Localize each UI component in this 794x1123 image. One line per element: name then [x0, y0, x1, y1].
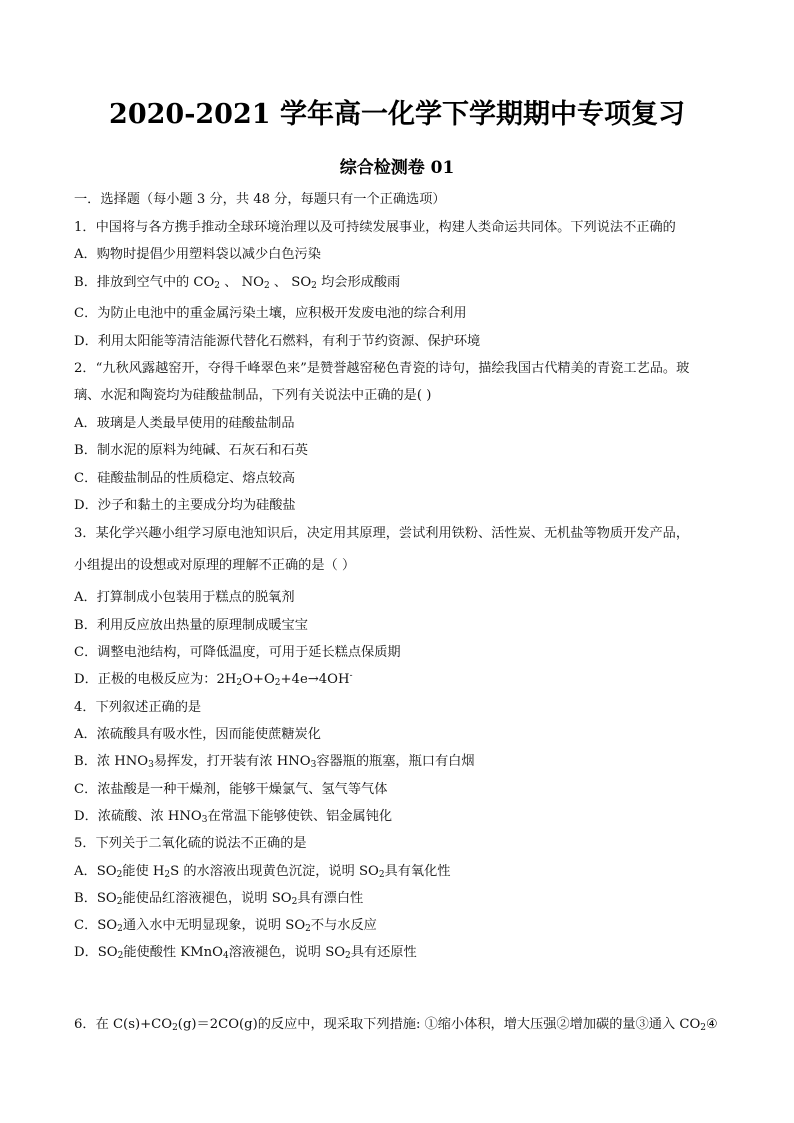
subscript: 2	[117, 951, 124, 961]
q5-option-d	[74, 944, 734, 962]
q4-d-text: 在常温下能够使铁、铝金属钝化	[207, 809, 393, 824]
q2-option-d: D．沙子和黏土的主要成分均为硅酸盐	[74, 498, 296, 513]
q1-option-c: C．为防止电池中的重金属污染土壤，应积极开发废电池的综合利用	[74, 306, 467, 321]
q6-text: 6．在 C(s)+CO	[74, 1017, 173, 1032]
formula-co2: CO	[193, 275, 215, 290]
q1-option-b	[74, 274, 734, 292]
q5-stem: 5．下列关于二氧化硫的说法不正确的是	[74, 836, 307, 851]
q3-option-c: C．调整电池结构，可降低温度，可用于延长糕点保质期	[74, 645, 401, 660]
q3-stem-line1: 3．某化学兴趣小组学习原电池知识后，决定用其原理，尝试利用铁粉、活性炭、无机盐等物质开发产品，	[74, 526, 690, 541]
q3-stem-line2: 小组提出的设想或对原理的理解不正确的是（ ）	[74, 558, 356, 573]
q3-d-text: D．正极的电极反应为：2H	[74, 672, 237, 687]
q2-stem-line2: 璃、水泥和陶瓷均为硅酸盐制品，下列有关说法中正确的是( )	[74, 388, 432, 403]
q1-b-text: 、	[269, 275, 292, 290]
q5-b-text: 能使品红溶液褪色，说明 SO	[122, 891, 292, 906]
q1-b-text: 均会形成酸雨	[316, 275, 401, 290]
q6-text: ④	[706, 1017, 718, 1032]
q5-c-text: 通入水中无明显现象，说明 SO	[122, 918, 306, 933]
subscript: 2	[214, 281, 221, 291]
q4-stem: 4．下列叙述正确的是	[74, 700, 202, 715]
q4-option-c: C．浓盐酸是一种干燥剂，能够干燥氯气、氢气等气体	[74, 782, 388, 797]
subscript: 2	[378, 870, 385, 880]
q1-stem: 1．中国将与各方携手推动全球环境治理以及可持续发展事业，构建人类命运共同体。下列说法不正确的	[74, 220, 676, 235]
q1-option-a: A．购物时提倡少用塑料袋以减少白色污染	[74, 247, 321, 262]
q5-d-text: 能使酸性 KMnO	[123, 945, 223, 960]
q3-d-text: +4e→4OH	[280, 672, 350, 687]
q4-d-text: D．浓硫酸、浓 HNO	[74, 809, 202, 824]
subscript: 2	[311, 281, 317, 291]
q1-option-d: D．利用太阳能等清洁能源代替化石燃料，有利于节约资源、保护环境	[74, 334, 481, 349]
q5-option-a	[74, 863, 734, 881]
subscript: 4	[222, 951, 229, 961]
q5-c-text: 不与水反应	[310, 918, 377, 933]
subscript: 3	[201, 815, 208, 825]
q3-d-text: O+O	[242, 672, 275, 687]
q4-option-d	[74, 808, 734, 826]
q5-option-c	[74, 917, 734, 935]
q3-option-b: B．利用反应放出热量的原理制成暖宝宝	[74, 618, 308, 633]
formula-no2: NO	[241, 275, 264, 290]
q3-option-a: A．打算制成小包装用于糕点的脱氧剂	[74, 590, 295, 605]
q1-b-text: 、	[220, 275, 242, 290]
q6-stem	[74, 1016, 734, 1034]
subscript: 2	[164, 870, 171, 880]
subscript: 2	[116, 870, 123, 880]
q2-option-c: C．硅酸盐制品的性质稳定、熔点较高	[74, 471, 296, 486]
q5-a-text: 能使 H	[122, 864, 165, 879]
q5-d-text: D．SO	[74, 945, 118, 960]
subscript: 2	[116, 897, 123, 907]
q4-b-text: 易挥发，打开装有浓 HNO	[153, 754, 311, 769]
section-heading: 一．选择题（每小题 3 分，共 48 分，每题只有一个正确选项）	[74, 192, 446, 207]
q5-c-text: C．SO	[74, 918, 118, 933]
q4-b-text: B．浓 HNO	[74, 754, 149, 769]
q5-a-text: A．SO	[74, 864, 117, 879]
q4-b-text: 容器瓶的瓶塞，瓶口有白烟	[316, 754, 475, 769]
subscript: 2	[172, 1023, 178, 1033]
subscript: 2	[291, 897, 298, 907]
q6-text: (g)＝2CO(g)的反应中，现采取下列措施: ①缩小体积，增大压强②增加碳的量③通入 CO	[177, 1017, 701, 1032]
q1-b-text: B．排放到空气中的	[74, 275, 194, 290]
formula-so2: SO	[291, 275, 312, 290]
q2-option-a: A．玻璃是人类最早使用的硅酸盐制品	[74, 416, 295, 431]
subscript: 2	[117, 924, 123, 934]
q5-a-text: 具有氧化性	[384, 864, 451, 879]
subscript: 3	[148, 760, 154, 770]
q2-stem-line1: 2．“九秋风露越窑开，夺得千峰翠色来”是赞誉越窑秘色青瓷的诗句，描绘我国古代精美的青瓷工艺品。玻	[74, 361, 690, 376]
q5-d-text: 具有还原性	[350, 945, 417, 960]
q4-option-a: A．浓硫酸具有吸水性，因而能使蔗糖炭化	[74, 727, 321, 742]
q2-option-b: B．制水泥的原料为纯碱、石灰石和石英	[74, 443, 308, 458]
exam-title: 2020-2021 学年高一化学下学期期中专项复习	[109, 99, 685, 130]
q5-a-text: S 的水溶液出现黄色沉淀，说明 SO	[170, 864, 379, 879]
q5-d-text: 溶液褪色，说明 SO	[228, 945, 346, 960]
q5-option-b	[74, 890, 734, 908]
superscript: -	[349, 671, 353, 681]
subscript: 3	[310, 760, 317, 770]
q4-option-b	[74, 753, 734, 771]
subscript: 2	[700, 1023, 707, 1033]
subscript: 2	[236, 678, 243, 688]
subscript: 2	[263, 281, 270, 291]
exam-subtitle: 综合检测卷 01	[339, 158, 455, 178]
q3-option-d	[74, 671, 734, 689]
subscript: 2	[345, 951, 351, 961]
q5-b-text: 具有漂白性	[297, 891, 364, 906]
subscript: 2	[305, 924, 311, 934]
subscript: 2	[274, 678, 281, 688]
q5-b-text: B．SO	[74, 891, 117, 906]
